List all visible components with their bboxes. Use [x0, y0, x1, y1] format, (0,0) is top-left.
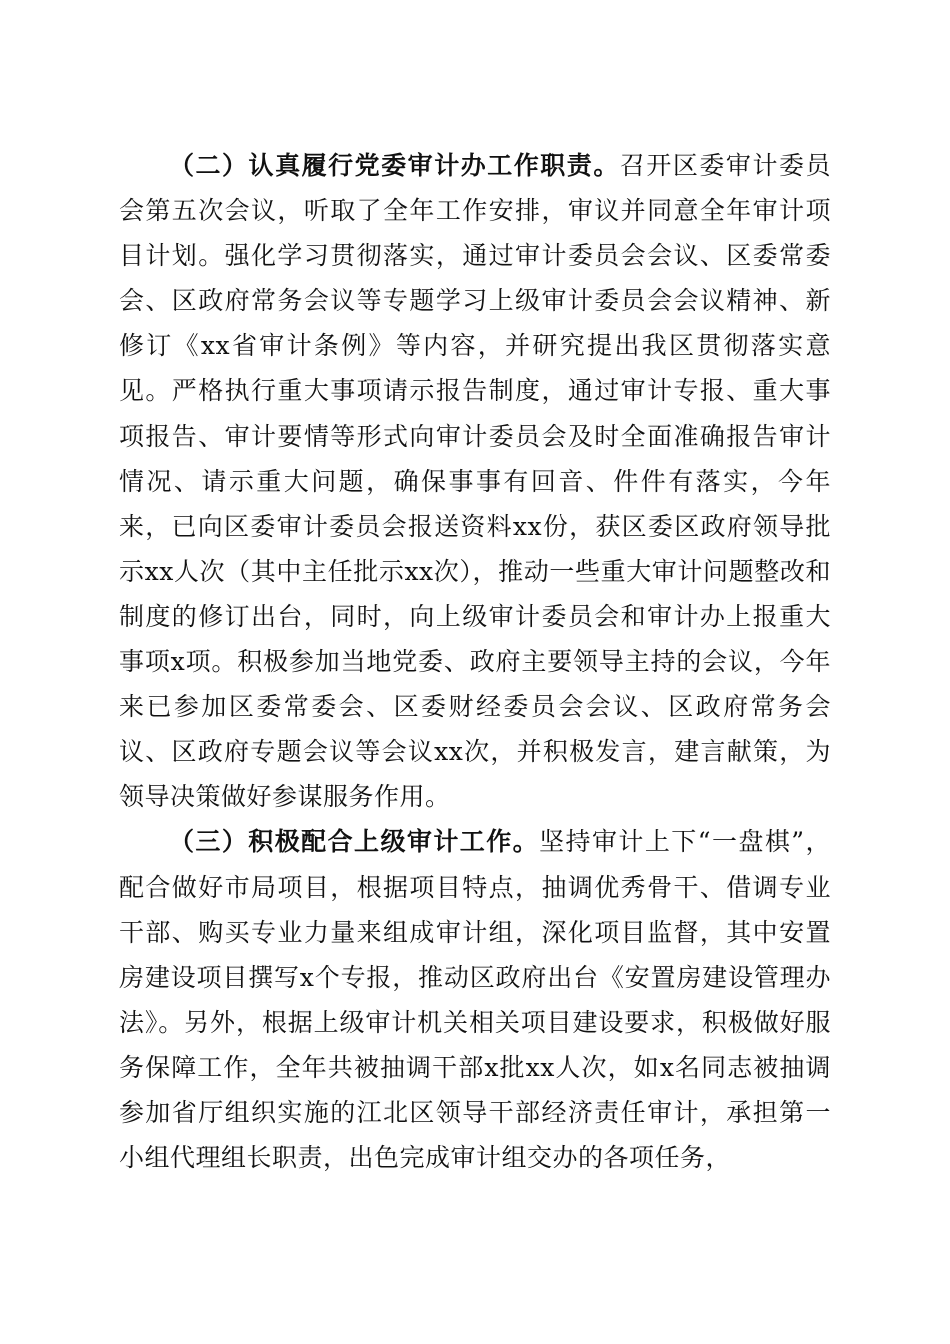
document-body [119, 143, 831, 1180]
section-3-heading: （三）积极配合上级审计工作。 [169, 827, 540, 857]
paragraph-section-3 [119, 819, 831, 1180]
section-2-heading: （二）认真履行党委审计办工作职责。 [169, 151, 620, 180]
paragraph-section-2 [119, 143, 831, 819]
section-2-text: 召开区委审计委员会第五次会议，听取了全年工作安排，审议并同意全年审计项目计划。强化学习贯彻落实，通过审计委员会会议、区委常委会、区政府常务会议等专题学习上级审计委员会会议精神、新修订《xx省审计条例》等内容，并研究提出我区贯彻落实意见。严格执行重大事项请示报告制度，通过审计专报、重大事项报告、审计要情等形式向审计委员会及时全面准确报告审计情况、请示重大问题，确保事事有回音、件件有落实，今年来，已向区委审计委员会报送资料xx份，获区委区政府领导批示xx人次（其中主任批示xx次），推动一些重大审计问题整改和制度的修订出台，同时，向上级审计委员会和审计办上报重大事项x项。积极参加当地党委、政府主要领导主持的会议，今年来已参加区委常委会、区委财经委员会会议、区政府常务会议、区政府专题会议等会议xx次，并积极发言，建言献策，为领导决策做好参谋服务作用。 [119, 151, 831, 812]
section-3-text: 坚持审计上下“一盘棋”，配合做好市局项目，根据项目特点，抽调优秀骨干、借调专业干部、购买专业力量来组成审计组，深化项目监督，其中安置房建设项目撰写x个专报，推动区政府出台《安置房建设管理办法》。另外，根据上级审计机关相关项目建设要求，积极做好服务保障工作，全年共被抽调干部x批xx人次，如x名同志被抽调参加省厅组织实施的江北区领导干部经济责任审计，承担第一小组代理组长职责，出色完成审计组交办的各项任务， [119, 827, 831, 1173]
